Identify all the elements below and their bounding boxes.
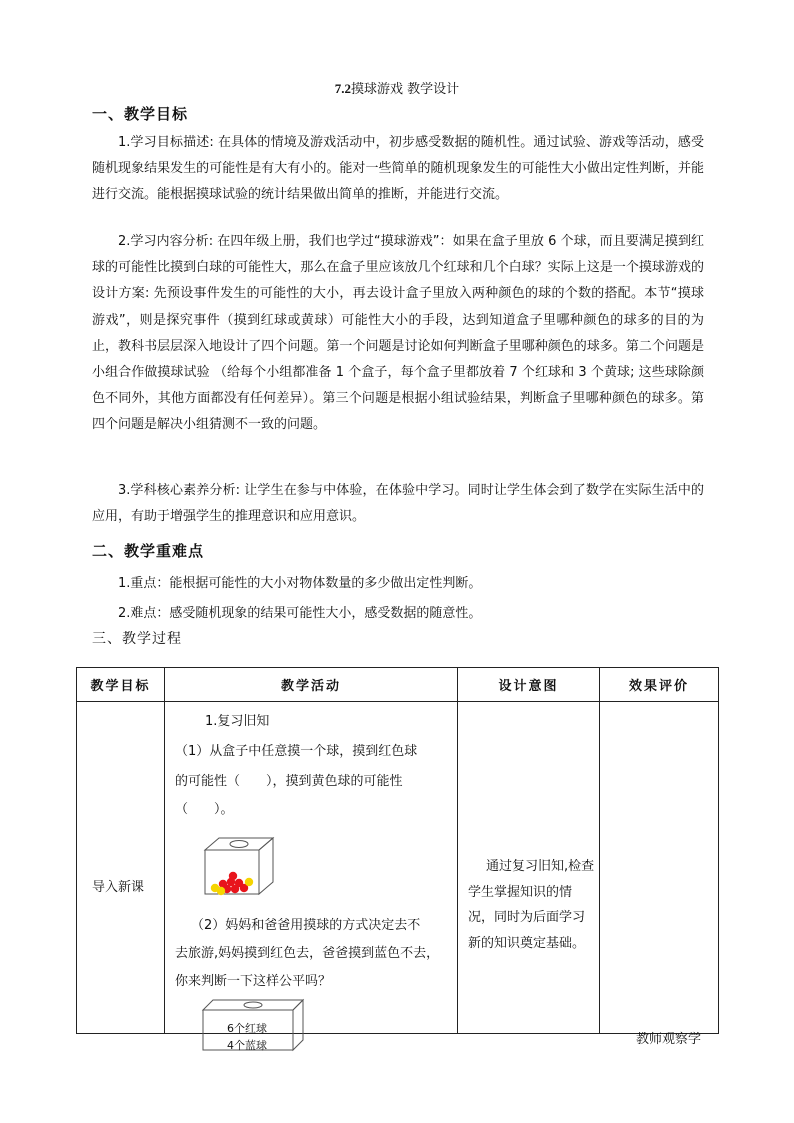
evaluation-text: 教师观察学 (636, 1032, 702, 1047)
goal-paragraph-2: 2.学习内容分析: 在四年级上册，我们也学过“摸球游戏”：如果在盒子里放 6 个球，而且要满足摸到红球的可能性比摸到白球的可能性大，那么在盒子里应该放几个红球和几个白球？实际上这是一个摸球游戏的设计方案: 先预设事件发生的可能性的大小，再去设计盒子里放入两种颜色的球的个数的搭配。本节“摸球游戏”，则是探究事件（摸到红球或黄球）可能性大小的手段，达到知道盒子里哪种颜色的球多的目的为止，教科书层层深入地设计了四个问题。第一个问题是讨论如何判断盒子里哪种颜色的球多。第二个问题是小组合作做摸球试验 （给每个小组都准备 1 个盒子，每个盒子里都放着 7 个红球和 3 个黄球; 这些球除颜色不同外，其他方面都没有任何差异）。第三个问题是根据小组试验结果，判断盒子里哪种颜色的球多。第四个问题是解决小组猜测不一致的问题。 (92, 234, 704, 433)
title-text: 摸球游戏 教学设计 (351, 82, 460, 97)
section-heading-goals: 一、教学目标 (92, 105, 189, 123)
key-point-line: 1.重点：能根据可能性的大小对物体数量的多少做出定性判断。 (118, 576, 482, 591)
teaching-process-table (76, 667, 719, 1052)
goal-paragraph-1: 1.学习目标描述: 在具体的情境及游戏活动中，初步感受数据的随机性。通过试验、游戏等活动，感受随机现象结果发生的可能性是有大有小的。能对一些简单的随机现象发生的可能性大小做出定性判断，并能进行交流。能根据摸球试验的统计结果做出简单的推断，并能进行交流。 (92, 135, 704, 203)
goal-cell-text: 导入新课 (92, 880, 145, 895)
activity-line-q2c: 你来判断一下这样公平吗？ (175, 974, 332, 989)
activity-line-q2a: （2）妈妈和爸爸用摸球的方式决定去不 (191, 918, 421, 933)
intent-text: 通过复习旧知,检查学生掌握知识的情况，同时为后面学习新的知识奠定基础。 (468, 859, 595, 951)
box-label-red-balls: 6个红球 (227, 1022, 267, 1035)
section-heading-key-points: 二、教学重难点 (92, 542, 205, 560)
header-teaching-goal: 教学目标 (77, 668, 165, 702)
activity-line-review: 1.复习旧知 (205, 714, 270, 729)
header-effect-evaluation: 效果评价 (600, 668, 719, 702)
box-label-blue-balls: 4个蓝球 (227, 1039, 267, 1052)
activity-cell (165, 702, 458, 1052)
activity-line-q2b: 去旅游,妈妈摸到红色去，爸爸摸到蓝色不去， (175, 946, 440, 961)
document-title (0, 78, 794, 97)
table-row (77, 702, 719, 1034)
header-design-intent: 设计意图 (458, 668, 600, 702)
activity-line-q1b: 的可能性（ ），摸到黄色球的可能性 (175, 774, 403, 789)
activity-line-q1c: （ ）。 (175, 802, 234, 817)
intent-cell (458, 702, 600, 1034)
goal-cell (77, 702, 165, 1034)
activity-line-q1a: （1）从盒子中任意摸一个球，摸到红色球 (175, 744, 418, 759)
evaluation-cell (600, 702, 719, 1047)
ball-box-illustration (203, 836, 275, 896)
title-number: 7.2 (334, 81, 352, 96)
header-teaching-activity: 教学活动 (165, 668, 458, 702)
goal-paragraph-3: 3.学科核心素养分析: 让学生在参与中体验，在体验中学习。同时让学生体会到了数学在实际生活中的应用，有助于增强学生的推理意识和应用意识。 (92, 483, 704, 525)
section-heading-process: 三、教学过程 (92, 631, 182, 647)
table-header-row (77, 668, 719, 702)
difficulty-line: 2.难点：感受随机现象的结果可能性大小，感受数据的随意性。 (118, 606, 482, 621)
